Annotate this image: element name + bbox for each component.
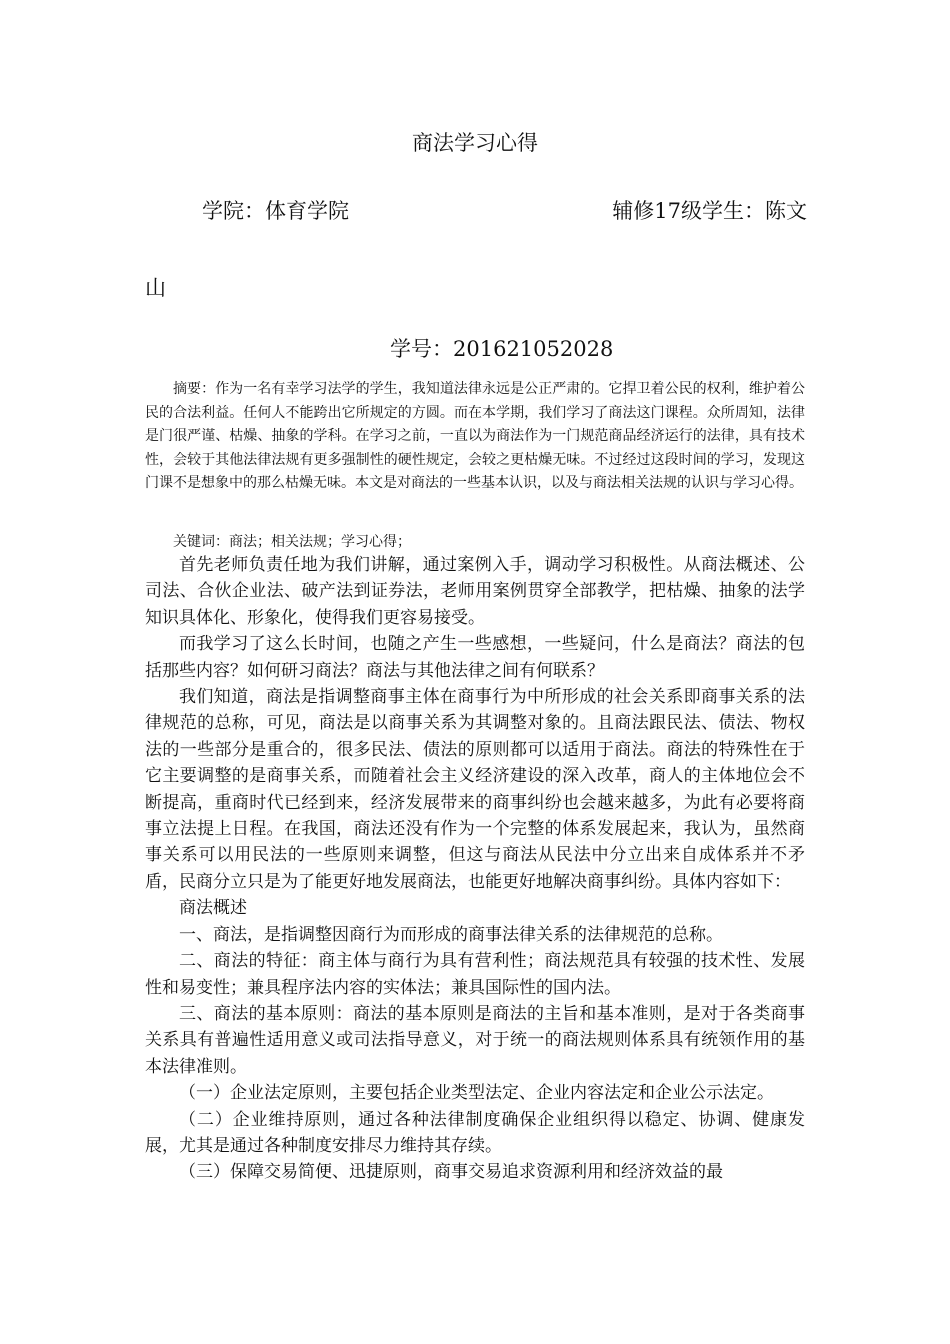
paragraph: 一、商法，是指调整因商行为而形成的商事法律关系的法律规范的总称。 (179, 924, 723, 945)
paragraph: 我们知道，商法是指调整商事主体在商事行为中所形成的社会关系即商事关系的法律规范的总称，可见，商法是以商事关系为其调整对象的。且商法跟民法、债法、物权法的一些部分是重合的，很多民法、债法的原则都可以适用于商法。商法的特殊性在于它主要调整的是商事关系，而随着社会主义经济建设的深入改革，商人的主体地位会不断提高，重商时代已经到来，经济发展带来的商事纠纷也会越来越多，为此有必要将商事立法提上日程。在我国，商法还没有作为一个完整的体系发展起来，我认为，虽然商事关系可以用民法的一些原则来调整，但这与商法从民法中分立出来自成体系并不矛盾，民商分立只是为了能更好地发展商法，也能更好地解决商事纠纷。具体内容如下： (145, 687, 805, 892)
student-id: 学号：201621052028 (390, 337, 614, 361)
paragraph: 二、商法的特征：商主体与商行为具有营利性；商法规范具有较强的技术性、发展性和易变性；兼具程序法内容的实体法；兼具国际性的国内法。 (145, 951, 805, 998)
paragraph: （三）保障交易简便、迅捷原则，商事交易追求资源利用和经济效益的最 (179, 1162, 723, 1183)
student-label: 辅修17级学生：陈文 (612, 199, 807, 223)
abstract: 摘要：作为一名有幸学习法学的学生，我知道法律永远是公正严肃的。它捍卫着公民的权利，维护着公民的合法利益。任何人不能跨出它所规定的方圆。而在本学期，我们学习了商法这门课程。众所周知，法律是门很严谨、枯燥、抽象的学科。在学习之前，一直以为商法作为一门规范商品经济运行的法律，具有技术性，会较于其他法律法规有更多强制性的硬性规定，会较之更枯燥无味。不过经过这段时间的学习，发现这门课不是想象中的那么枯燥无味。本文是对商法的一些基本认识，以及与商法相关法规的认识与学习心得。 (145, 381, 805, 491)
paragraph: （二）企业维持原则，通过各种法律制度确保企业组织得以稳定、协调、健康发展，尤其是通过各种制度安排尽力维持其存续。 (145, 1109, 805, 1156)
body-text (145, 552, 805, 1186)
keywords: 关键词：商法；相关法规；学习心得； (173, 534, 411, 550)
section-heading: 商法概述 (179, 898, 247, 919)
document-title: 商法学习心得 (412, 131, 538, 155)
paragraph: 三、商法的基本原则：商法的基本原则是商法的主旨和基本准则，是对于各类商事关系具有普遍性适用意义或司法指导意义，对于统一的商法规则体系具有统领作用的基本法律准则。 (145, 1003, 805, 1077)
college-label: 学院：体育学院 (202, 199, 349, 223)
paragraph: （一）企业法定原则，主要包括企业类型法定、企业内容法定和企业公示法定。 (179, 1083, 774, 1104)
paragraph: 而我学习了这么长时间，也随之产生一些感想，一些疑问，什么是商法？商法的包括那些内容？如何研习商法？商法与其他法律之间有何联系？ (145, 634, 805, 681)
student-name-continuation: 山 (145, 276, 166, 300)
paragraph: 首先老师负责任地为我们讲解，通过案例入手，调动学习积极性。从商法概述、公司法、合伙企业法、破产法到证券法，老师用案例贯穿全部教学，把枯燥、抽象的法学知识具体化、形象化，使得我们更容易接受。 (145, 555, 805, 628)
